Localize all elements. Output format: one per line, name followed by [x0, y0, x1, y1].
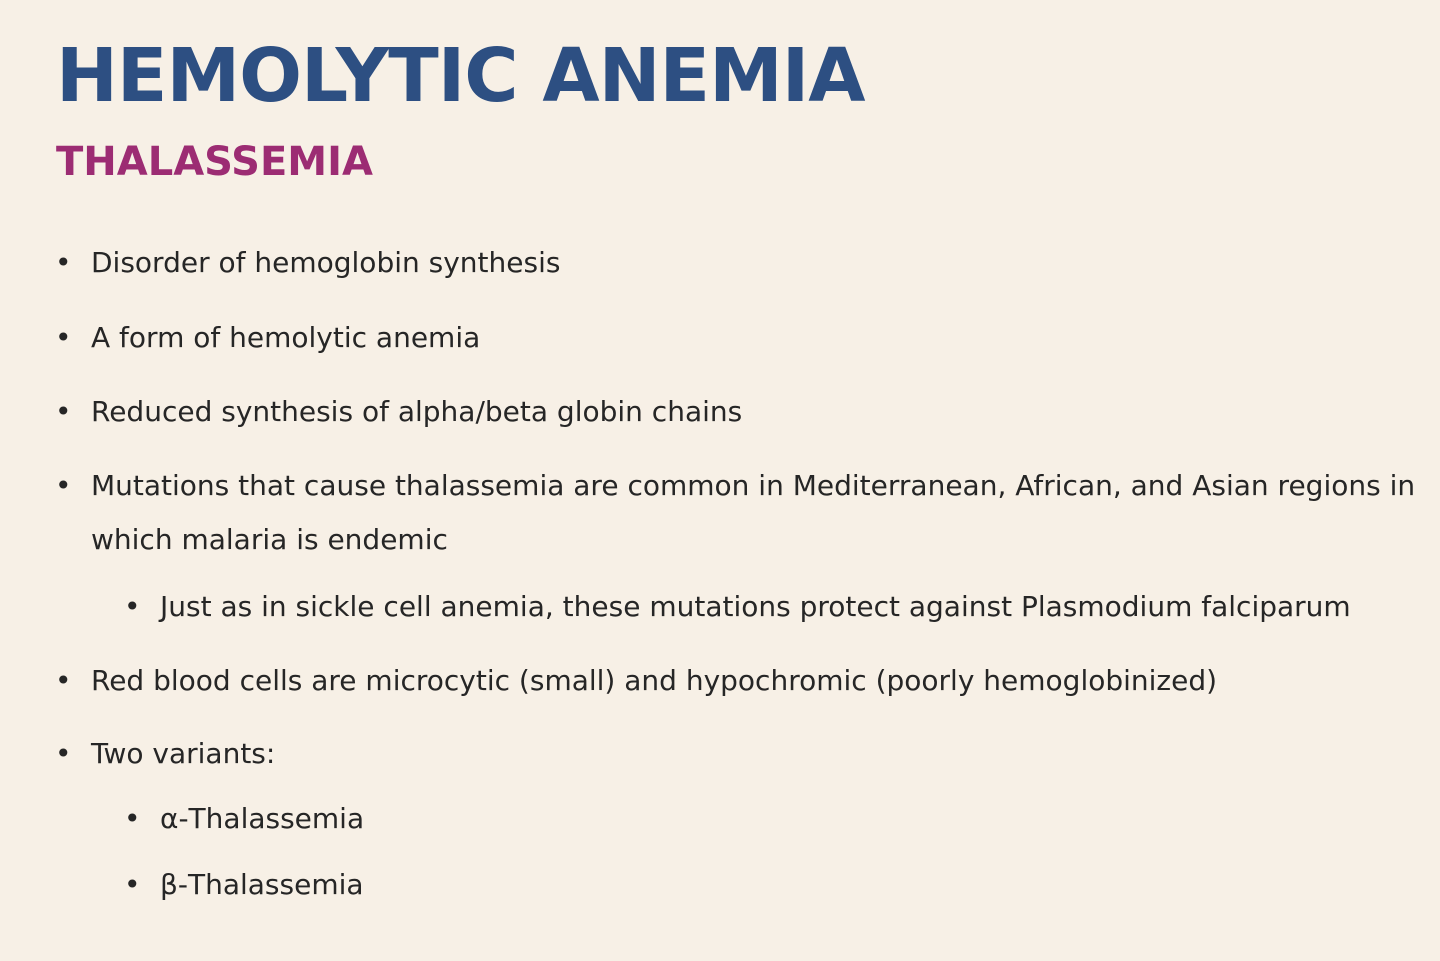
bullet-item	[55, 385, 1421, 439]
bullet-dot: •	[55, 737, 72, 770]
bullet-text: α-Thalassemia	[160, 802, 365, 835]
bullet-item	[55, 727, 1421, 781]
bullet-dot: •	[55, 321, 72, 354]
bullet-dot: •	[124, 802, 141, 835]
bullet-item	[55, 311, 1421, 365]
bullet-dot: •	[55, 469, 72, 502]
bullet-text: Reduced synthesis of alpha/beta globin chains	[91, 395, 743, 428]
bullet-item	[55, 459, 1421, 567]
bullet-dot: •	[55, 664, 72, 697]
bullet-text: Two variants:	[91, 737, 276, 770]
bullet-text: Red blood cells are microcytic (small) and hypochromic (poorly hemoglobinized)	[91, 664, 1218, 697]
bullet-text: Mutations that cause thalassemia are common in Mediterranean, African, and Asian regions in which malaria is endemic	[91, 469, 1416, 556]
bullet-text: β-Thalassemia	[160, 868, 364, 901]
bullet-item	[55, 654, 1421, 708]
bullet-text: Just as in sickle cell anemia, these mutations protect against Plasmodium falciparum	[160, 590, 1351, 623]
bullet-text: Disorder of hemoglobin synthesis	[91, 246, 561, 279]
bullet-item	[55, 236, 1421, 290]
bullet-text: A form of hemolytic anemia	[91, 321, 481, 354]
sub-bullet-item	[124, 858, 1420, 912]
bullet-dot: •	[124, 868, 141, 901]
bullet-dot: •	[55, 246, 72, 279]
slide-subtitle: THALASSEMIA	[56, 139, 373, 185]
slide-title: HEMOLYTIC ANEMIA	[56, 33, 865, 119]
sub-bullet-item	[124, 580, 1420, 634]
bullet-dot: •	[124, 590, 141, 623]
sub-bullet-item	[124, 792, 1420, 846]
bullet-dot: •	[55, 395, 72, 428]
